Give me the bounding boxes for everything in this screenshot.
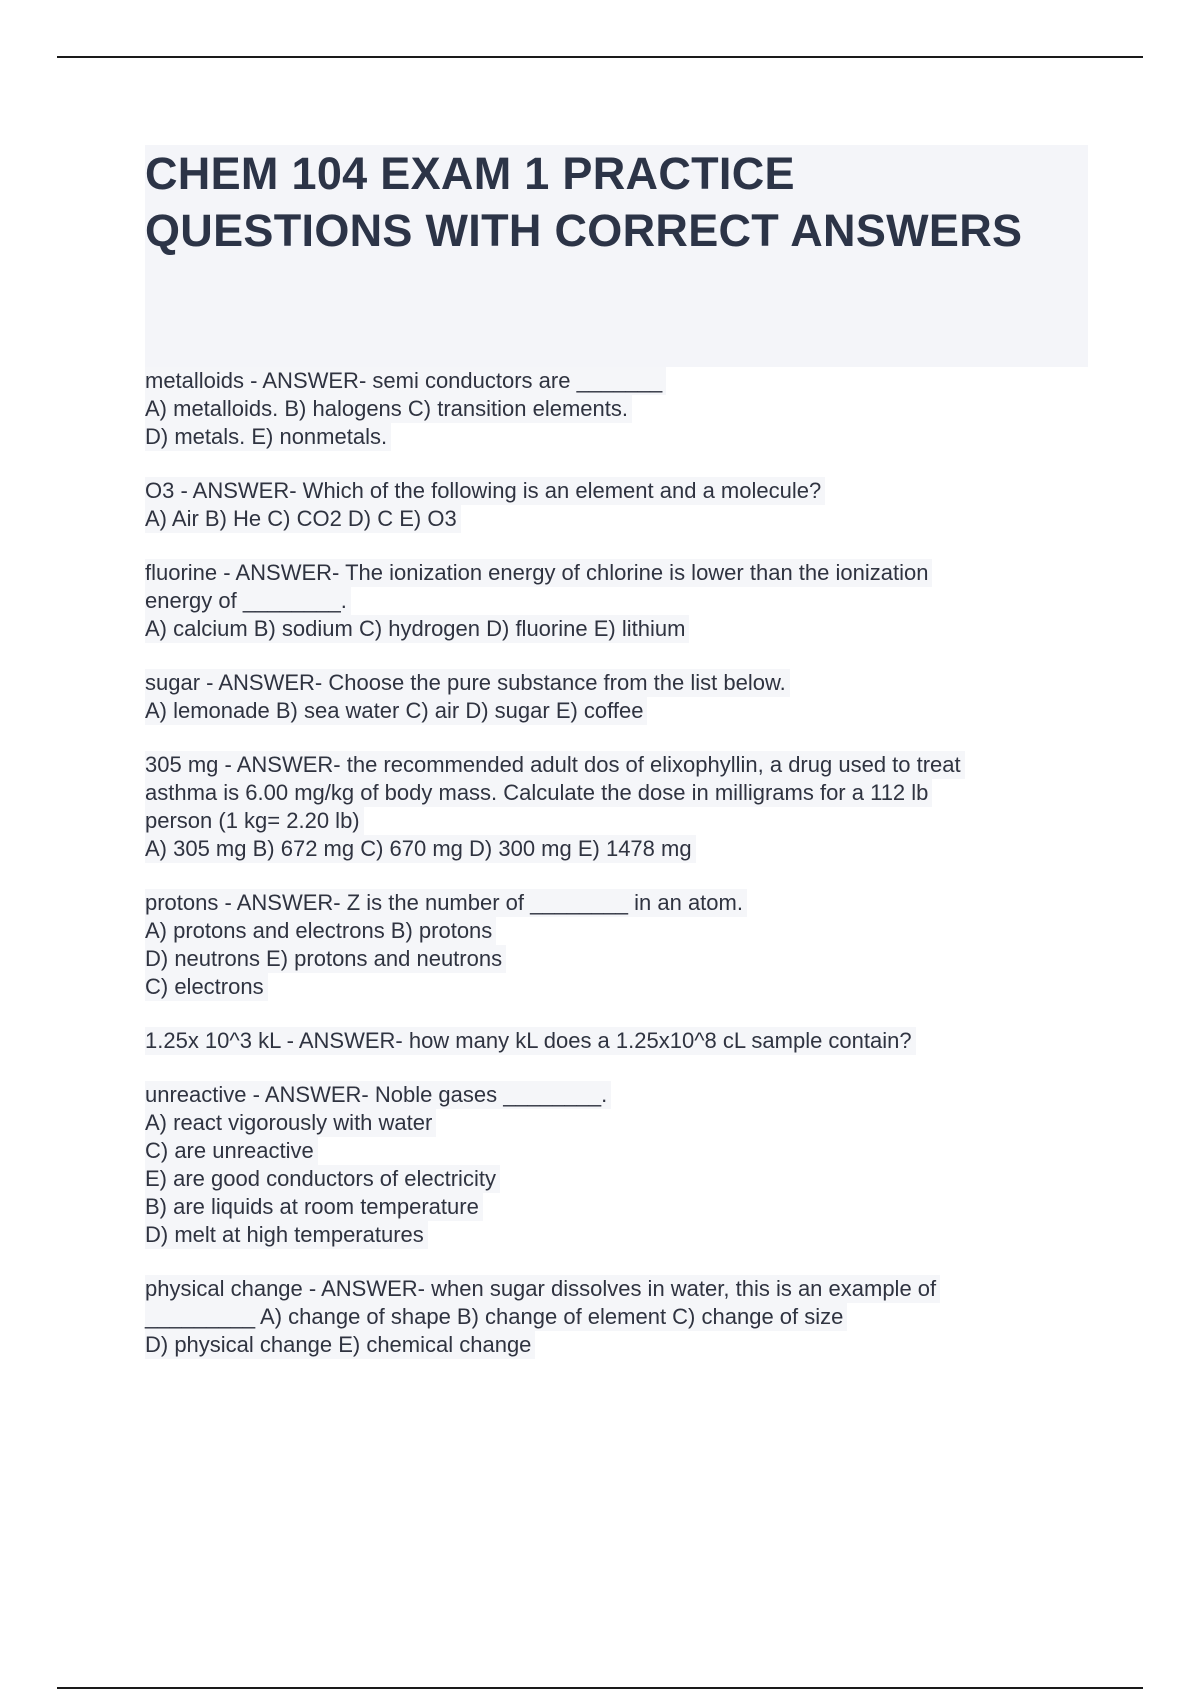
question-6 — [145, 889, 1095, 1001]
question-line: protons - ANSWER- Z is the number of ________ in an atom. — [145, 889, 747, 917]
question-line: person (1 kg= 2.20 lb) — [145, 807, 364, 835]
question-line: _________ A) change of shape B) change of element C) change of size — [145, 1303, 847, 1331]
question-1 — [145, 367, 1095, 451]
question-line: A) 305 mg B) 672 mg C) 670 mg D) 300 mg E) 1478 mg — [145, 835, 696, 863]
question-2 — [145, 477, 1095, 533]
bottom-rule — [57, 1687, 1143, 1689]
question-line: asthma is 6.00 mg/kg of body mass. Calculate the dose in milligrams for a 112 lb — [145, 779, 932, 807]
question-line: A) lemonade B) sea water C) air D) sugar E) coffee — [145, 697, 647, 725]
question-line: 1.25x 10^3 kL - ANSWER- how many kL does a 1.25x10^8 cL sample contain? — [145, 1027, 916, 1055]
title-line-1: CHEM 104 EXAM 1 PRACTICE — [145, 148, 795, 199]
title-block — [145, 145, 1088, 367]
question-list — [145, 367, 1095, 1385]
question-line: A) metalloids. B) halogens C) transition elements. — [145, 395, 632, 423]
question-5 — [145, 751, 1095, 863]
title-line-2: QUESTIONS WITH CORRECT ANSWERS — [145, 205, 1023, 256]
question-line: metalloids - ANSWER- semi conductors are _______ — [145, 367, 666, 395]
page-title — [145, 145, 1088, 259]
top-rule — [57, 56, 1143, 58]
question-line: energy of ________. — [145, 587, 351, 615]
question-line: D) physical change E) chemical change — [145, 1331, 535, 1359]
question-line: A) protons and electrons B) protons — [145, 917, 496, 945]
question-line: O3 - ANSWER- Which of the following is an element and a molecule? — [145, 477, 825, 505]
question-4 — [145, 669, 1095, 725]
question-line: A) calcium B) sodium C) hydrogen D) fluorine E) lithium — [145, 615, 689, 643]
question-line: sugar - ANSWER- Choose the pure substance from the list below. — [145, 669, 790, 697]
question-line: D) neutrons E) protons and neutrons — [145, 945, 506, 973]
question-line: 305 mg - ANSWER- the recommended adult dos of elixophyllin, a drug used to treat — [145, 751, 965, 779]
question-9 — [145, 1275, 1095, 1359]
question-line: A) Air B) He C) CO2 D) C E) O3 — [145, 505, 461, 533]
question-line: C) electrons — [145, 973, 268, 1001]
question-3 — [145, 559, 1095, 643]
question-line: A) react vigorously with water — [145, 1109, 436, 1137]
question-line: E) are good conductors of electricity — [145, 1165, 500, 1193]
question-line: fluorine - ANSWER- The ionization energy of chlorine is lower than the ionization — [145, 559, 932, 587]
question-line: physical change - ANSWER- when sugar dissolves in water, this is an example of — [145, 1275, 940, 1303]
question-8 — [145, 1081, 1095, 1249]
question-line: B) are liquids at room temperature — [145, 1193, 483, 1221]
question-line: C) are unreactive — [145, 1137, 318, 1165]
question-7 — [145, 1027, 1095, 1055]
question-line: D) metals. E) nonmetals. — [145, 423, 391, 451]
question-line: D) melt at high temperatures — [145, 1221, 428, 1249]
question-line: unreactive - ANSWER- Noble gases ________. — [145, 1081, 611, 1109]
